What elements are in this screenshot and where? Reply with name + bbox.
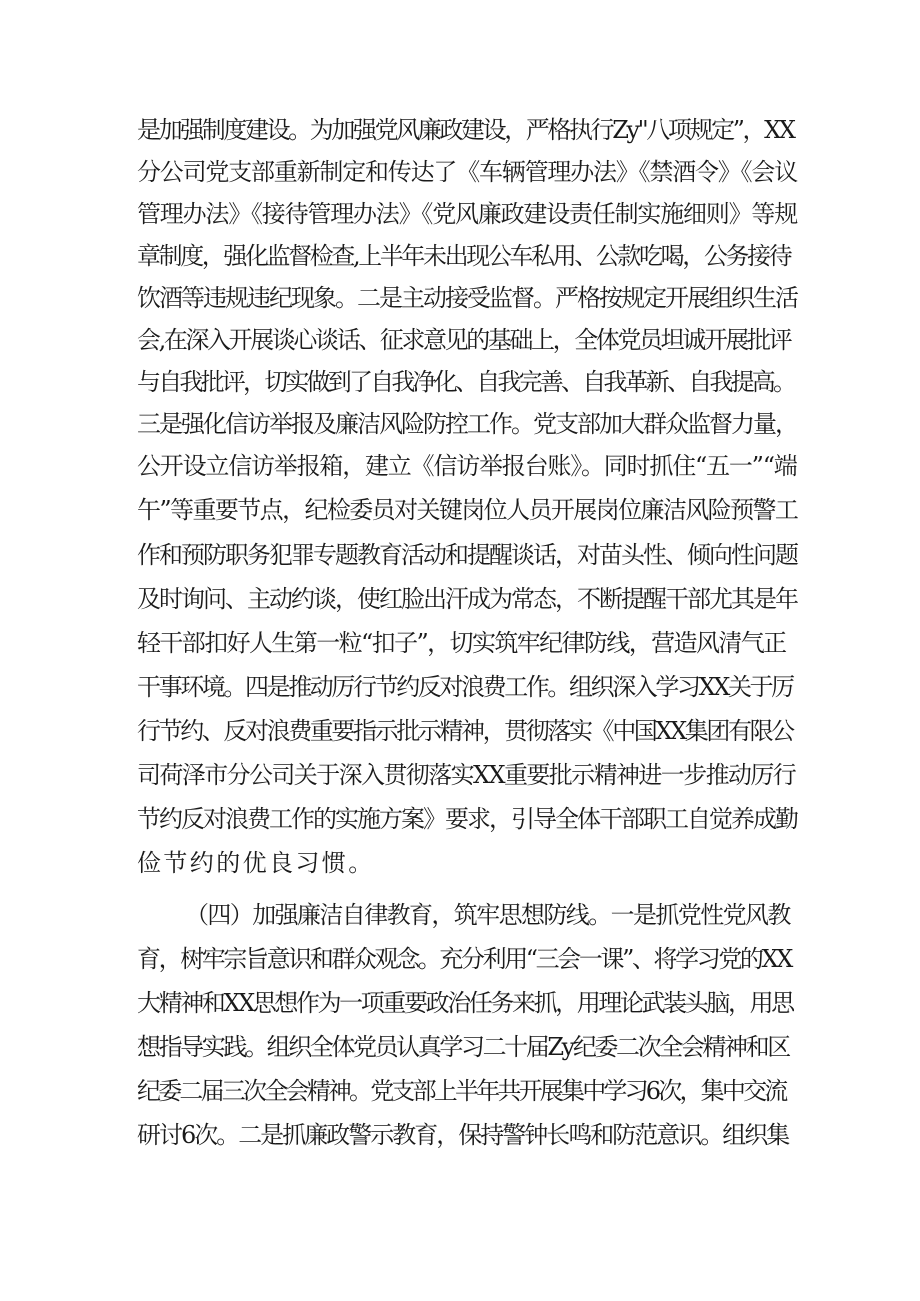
text-line: 及时询问、主动约谈，使红脸出汗成为常态，不断提醒干部尤其是年 bbox=[137, 585, 797, 613]
text-line: 是加强制度建设。为加强党风廉政建设，严格执行Zy"八项规定”，XX bbox=[137, 116, 794, 144]
text-line: 研讨6次。二是抓廉政警示教育，保持警钟长鸣和防范意识。组织集 bbox=[137, 1121, 789, 1149]
text-line: 节约反对浪费工作的实施方案》要求，引导全体干部职工自觉养成勤 bbox=[137, 805, 797, 833]
text-line: 育，树牢宗旨意识和群众观念。充分利用“三会一课”、将学习党的XX bbox=[137, 945, 791, 973]
text-line: 章制度，强化监督检查,上半年未出现公车私用、公款吃喝，公务接待 bbox=[137, 242, 791, 270]
paragraph-heading-line: （四）加强廉洁自律教育，筑牢思想防线。一是抓党性党风教 bbox=[185, 901, 790, 929]
text-line: 纪委二届三次全会精神。党支部上半年共开展集中学习6次，集中交流 bbox=[137, 1077, 786, 1105]
text-line: 行节约、反对浪费重要指示批示精神，贯彻落实《中国XX集团有限公 bbox=[137, 717, 793, 745]
text-line: 司荷泽市分公司关于深入贯彻落实XX重要批示精神进一步推动厉行 bbox=[137, 761, 796, 789]
text-line: 俭节约的优良习惯。 bbox=[137, 849, 375, 877]
text-line: 午”等重要节点，纪检委员对关键岗位人员开展岗位廉洁风险预警工 bbox=[137, 496, 798, 524]
text-line: 公开设立信访举报箱，建立《信访举报台账》。同时抓住“五一”“端 bbox=[137, 452, 797, 480]
text-line: 分公司党支部重新制定和传达了《车辆管理办法》《禁酒令》《会议 bbox=[137, 158, 797, 186]
text-line: 饮酒等违规违纪现象。二是主动接受监督。严格按规定开展组织生活 bbox=[137, 284, 797, 312]
text-line: 会,在深入开展谈心谈话、征求意见的基础上，全体党员坦诚开展批评 bbox=[137, 326, 791, 354]
text-line: 大精神和XX思想作为一项重要政治任务来抓，用理论武装头脑，用思 bbox=[137, 989, 793, 1017]
text-line: 管理办法》《接待管理办法》《党风廉政建设责任制实施细则》等规 bbox=[137, 200, 797, 228]
text-line: 与自我批评，切实做到了自我净化、自我完善、自我革新、自我提高。 bbox=[137, 368, 795, 396]
text-line: 三是强化信访举报及廉洁风险防控工作。党支部加大群众监督力量， bbox=[137, 410, 797, 438]
text-line: 轻干部扣好人生第一粒“扣子”，切实筑牢纪律防线，营造风清气正 bbox=[137, 629, 786, 657]
text-line: 干事环境。四是推动厉行节约反对浪费工作。组织深入学习XX关于厉 bbox=[137, 673, 793, 701]
text-line: 作和预防职务犯罪专题教育活动和提醒谈话，对苗头性、倾向性问题 bbox=[137, 541, 797, 569]
text-line: 想指导实践。组织全体党员认真学习二十届Zy纪委二次全会精神和区 bbox=[137, 1033, 789, 1061]
